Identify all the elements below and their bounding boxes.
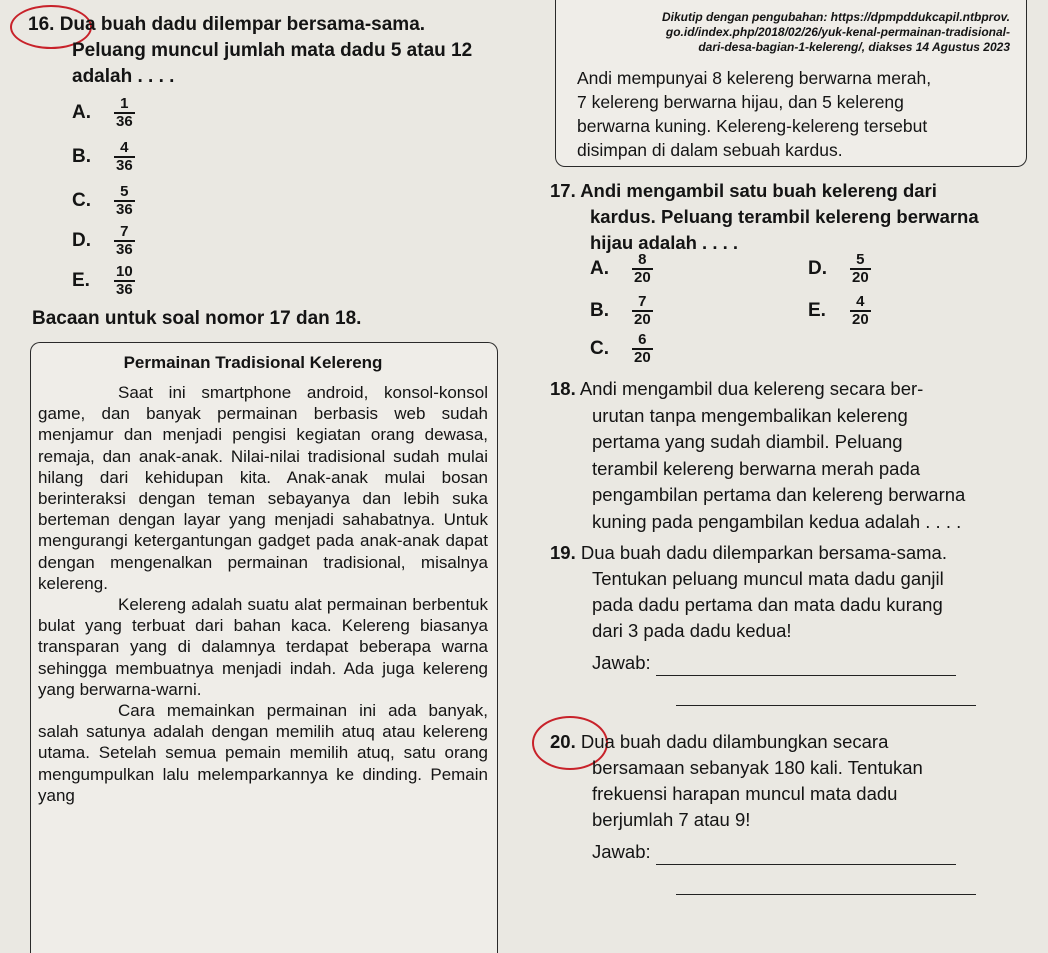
passage-paragraph-2: Kelereng adalah suatu alat permainan berbentuk bulat yang terbuat dari bahan kaca. Kelereng biasanya transparan yang di dalamnya terdapat beberapa warna sehingga membuatnya menjadi indah. Ada juga kelereng yang berwarna-warni. bbox=[38, 595, 488, 699]
question-17: 17. Andi mengambil satu buah kelereng dari kardus. Peluang terambil kelereng berwarna hijau adalah . . . . bbox=[550, 180, 979, 253]
question-16-line1: Dua buah dadu dilempar bersama-sama. bbox=[59, 14, 426, 35]
answer-line-19a[interactable] bbox=[656, 655, 956, 676]
fraction: $\frac{5}{36}$ bbox=[116, 183, 133, 218]
q17-option-c[interactable]: C. $\frac{6}{20}$ bbox=[590, 331, 651, 366]
question-20: 20. Dua buah dadu dilambungkan secara bersamaan sebanyak 180 kali. Tentukan frekuensi harapan muncul mata dadu berjumlah 7 atau 9! Jawab: bbox=[550, 729, 1030, 895]
source-citation: Dikutip dengan pengubahan: https://dpmpddukcapil.ntbprov. go.id/index.php/2018/02/26/yuk-kenal-permainan-tradisional- dari-desa-bagian-1-kelereng/, diakses 14 Agustus 2023 bbox=[662, 10, 1010, 54]
q16-option-d[interactable]: D. $\frac{7}{36}$ bbox=[72, 223, 133, 258]
bacaan-heading: Bacaan untuk soal nomor 17 dan 18. bbox=[32, 308, 362, 329]
q17-option-a[interactable]: A. $\frac{8}{20}$ bbox=[590, 251, 651, 286]
question-16 bbox=[28, 12, 528, 90]
q16-option-b[interactable]: B. $\frac{4}{36}$ bbox=[72, 139, 133, 174]
q17-option-e[interactable]: E. $\frac{4}{20}$ bbox=[808, 293, 869, 328]
answer-line-19b[interactable] bbox=[676, 685, 976, 706]
question-19: 19. Dua buah dadu dilemparkan bersama-sama. Tentukan peluang muncul mata dadu ganjil pada dadu pertama dan mata dadu kurang dari 3 pada dadu kedua! Jawab: bbox=[550, 540, 1030, 706]
fraction: $\frac{10}{36}$ bbox=[116, 263, 133, 298]
q16-option-e[interactable]: E. $\frac{10}{36}$ bbox=[72, 263, 133, 298]
q17-option-b[interactable]: B. $\frac{7}{20}$ bbox=[590, 293, 651, 328]
question-16-number: 16. bbox=[28, 14, 55, 35]
passage-paragraph-1: Saat ini smartphone android, konsol-konsol game, dan banyak permainan berbasis web sudah menjamur dan menjadi pengisi kegiatan orang dewasa, remaja, dan anak-anak. Nilai-nilai tradisional sudah mulai hilang dari kehidupan kita. Anak-anak mulai bosan berinteraksi dengan teman sebayanya dan lebih suka berteman dengan layar yang menjadi sahabatnya. Untuk mengurangi ketergantungan gadget pada anak-anak dapat dengan mengenalkan permainan tradisional, misalnya kelereng. bbox=[38, 383, 488, 593]
question-16-line3: adalah . . . . bbox=[72, 66, 175, 87]
passage-title: Permainan Tradisional Kelereng bbox=[123, 353, 383, 372]
answer-line-20a[interactable] bbox=[656, 844, 956, 865]
fraction: $\frac{5}{20}$ bbox=[852, 251, 869, 286]
question-16-line2: Peluang muncul jumlah mata dadu 5 atau 12 bbox=[72, 40, 473, 61]
answer-line-20b[interactable] bbox=[676, 878, 976, 895]
q17-option-d[interactable]: D. $\frac{5}{20}$ bbox=[808, 251, 869, 286]
fraction: $\frac{4}{20}$ bbox=[852, 293, 869, 328]
passage-paragraph-3: Cara memainkan permainan ini ada banyak, salah satunya adalah dengan memilih atuq atau kelereng utama. Setelah semua pemain memilih atuq, satu orang mengumpulkan lalu melemparkannya ke dinding. Pemain yang bbox=[38, 701, 488, 805]
question-18: 18. Andi mengambil dua kelereng secara ber- urutan tanpa mengembalikan kelereng pertama yang sudah diambil. Peluang terambil kelereng berwarna merah pada pengambilan pertama dan kelereng berwarna kuning pada pengambilan kedua adalah . . . . bbox=[550, 378, 966, 532]
jawab-label-19: Jawab: bbox=[592, 652, 651, 673]
fraction: $\frac{8}{20}$ bbox=[634, 251, 651, 286]
q16-option-c[interactable]: C. $\frac{5}{36}$ bbox=[72, 183, 133, 218]
fraction: $\frac{6}{20}$ bbox=[634, 331, 651, 366]
fraction: $\frac{7}{36}$ bbox=[116, 223, 133, 258]
fraction: $\frac{7}{20}$ bbox=[634, 293, 651, 328]
passage bbox=[38, 350, 488, 806]
kardus-text: Andi mempunyai 8 kelereng berwarna merah, 7 kelereng berwarna hijau, dan 5 kelereng berwarna kuning. Kelereng-kelereng tersebut disimpan di dalam sebuah kardus. bbox=[577, 68, 932, 160]
jawab-label-20: Jawab: bbox=[592, 841, 651, 862]
fraction: $\frac{4}{36}$ bbox=[116, 139, 133, 174]
q16-option-a[interactable]: A. $\frac{1}{36}$ bbox=[72, 95, 133, 130]
fraction: $\frac{1}{36}$ bbox=[116, 95, 133, 130]
